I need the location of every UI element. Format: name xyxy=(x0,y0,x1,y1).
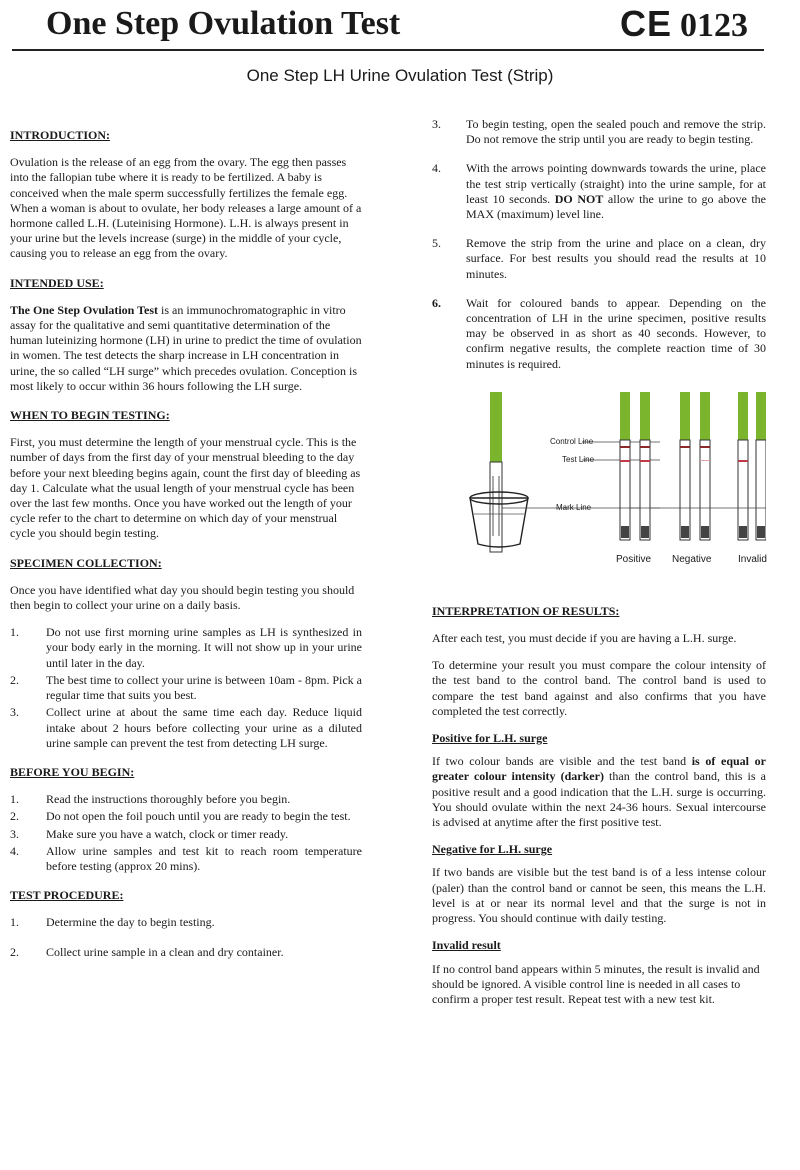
item-text: Determine the day to begin testing. xyxy=(46,915,215,930)
item-number: 3. xyxy=(10,826,19,841)
introduction-heading: INTRODUCTION: xyxy=(10,128,111,142)
list-item xyxy=(432,161,766,222)
strip-handle-green xyxy=(490,392,502,462)
item-emphasis: DO NOT xyxy=(554,191,604,206)
item-number: 6. xyxy=(432,295,441,310)
strip-body xyxy=(490,462,502,552)
positive-text-a: If two colour bands are visible and the test band xyxy=(432,754,692,769)
invalid-heading: Invalid result xyxy=(432,938,501,953)
document-title: One Step Ovulation Test xyxy=(46,5,401,42)
document-subtitle: One Step LH Urine Ovulation Test (Strip) xyxy=(246,66,554,85)
header-rule xyxy=(12,49,764,51)
item-text: The best time to collect your urine is between 10am - 8pm. Pick a regular time that suits you best. xyxy=(46,672,362,703)
list-item xyxy=(10,844,362,874)
item-number: 1. xyxy=(10,792,19,807)
test-line-label: Test Line xyxy=(562,454,595,464)
item-number: 1. xyxy=(10,915,19,930)
specimen-collection-section xyxy=(10,556,362,751)
item-text: To begin testing, open the sealed pouch and remove the strip. Do not remove the strip until you are ready to begin testing. xyxy=(466,117,766,147)
invalid-label: Invalid xyxy=(738,553,767,565)
item-text: Remove the strip from the urine and place on a clean, dry surface. For best results you should read the results at 10 minutes. xyxy=(466,236,766,281)
item-number: 5. xyxy=(432,236,441,251)
item-number: 3. xyxy=(10,705,19,720)
test-strip-diagram xyxy=(432,386,766,586)
procedure-list-left xyxy=(10,915,362,959)
item-text: Do not open the foil pouch until you are ready to begin the test. xyxy=(46,809,351,824)
mark-line-label: Mark Line xyxy=(556,502,592,512)
interpretation-section xyxy=(432,604,766,1007)
interpretation-explanation: To determine your result you must compare the colour intensity of the test band to the control band. The control band is used to compare the test band against and also confirms that you have completed the test correctly. xyxy=(432,658,766,718)
ce-mark: CE xyxy=(620,3,673,44)
page-header xyxy=(0,0,800,50)
item-number: 2. xyxy=(10,672,19,687)
interpretation-heading: INTERPRETATION OF RESULTS: xyxy=(432,603,620,618)
item-number: 2. xyxy=(10,944,19,959)
when-to-begin-text: First, you must determine the length of your menstrual cycle. This is the number of days from the first day of your menstrual bleeding to the day before your next bleeding begins again, count the first day of bleeding as day 1. Calculate what the usual length of your menstrual cycle has been over the last few months. Once you have worked out the length of your cycle refer to the chart to determine on which day of your menstrual cycle you should begin testing. xyxy=(10,435,361,541)
item-text: With the arrows pointing downwards towards the urine, place the test strip vertically (straight) into the urine sample, for at least 10 seconds. xyxy=(466,161,766,206)
ce-number: 0123 xyxy=(680,7,748,44)
left-column xyxy=(10,128,362,974)
list-item xyxy=(10,625,362,671)
item-text: Collect urine sample in a clean and dry container. xyxy=(46,944,284,959)
before-you-begin-heading: BEFORE YOU BEGIN: xyxy=(10,764,135,779)
strip-illustration xyxy=(432,386,766,586)
intended-use-lead: The One Step Ovulation Test xyxy=(10,302,159,317)
before-you-begin-section xyxy=(10,765,362,874)
right-column xyxy=(432,117,766,1019)
invalid-text: If no control band appears within 5 minutes, the result is invalid and should be ignored. A visible control line is needed in all cases to confirm a proper test result. Repeat test with a new test kit. xyxy=(432,961,760,1006)
intended-use-section xyxy=(10,276,362,394)
specimen-collection-heading: SPECIMEN COLLECTION: xyxy=(10,555,162,570)
item-text: Read the instructions thoroughly before you begin. xyxy=(46,792,291,807)
list-item xyxy=(10,705,362,751)
item-text: Wait for coloured bands to appear. Depending on the concentration of LH in the urine specimen, positive results may be observed in as short as 40 seconds. However, to confirm negative results, the complete reaction time of 30 minutes is required. xyxy=(466,295,766,371)
positive-heading: Positive for L.H. surge xyxy=(432,731,548,746)
interpretation-intro: After each test, you must decide if you are having a L.H. surge. xyxy=(432,631,737,646)
positive-text xyxy=(432,754,766,830)
negative-text: If two bands are visible but the test band is of a less intense colour (paler) than the control band or cannot be seen, this means the L.H. level is at or near its normal level and that the surge is not in progress. You should continue with daily testing. xyxy=(432,865,766,926)
list-item xyxy=(10,945,362,960)
negative-label: Negative xyxy=(672,553,712,565)
invalid-strips xyxy=(738,392,766,540)
negative-heading: Negative for L.H. surge xyxy=(432,842,553,857)
positive-emphasis: is of equal or greater colour intensity (darker) xyxy=(432,754,766,784)
specimen-collection-intro: Once you have identified what day you should begin testing you should then begin to collect your urine on a daily basis. xyxy=(10,582,355,613)
procedure-list-right xyxy=(432,117,766,372)
positive-label: Positive xyxy=(616,553,652,565)
item-number: 1. xyxy=(10,625,19,640)
introduction-section xyxy=(10,128,362,262)
item-number: 2. xyxy=(10,809,19,824)
list-item xyxy=(10,792,362,807)
list-item xyxy=(10,673,362,703)
positive-strips xyxy=(620,392,650,540)
item-text: Do not use first morning urine samples as LH is synthesized in your body early in the morning. It will not show up in your urine until later in the day. xyxy=(46,625,362,670)
item-text: Allow urine samples and test kit to reach room temperature before testing (approx 20 mins). xyxy=(46,843,362,873)
when-to-begin-heading: WHEN TO BEGIN TESTING: xyxy=(10,408,170,423)
introduction-text: Ovulation is the release of an egg from the ovary. The egg then passes into the fallopian tube where it is ready to be fertilized. A baby is conceived when the male sperm successfully fertilizes the female egg. When a woman is about to ovulate, her body releases a large amount of a hormone called L.H. (Luteinising Hormone). L.H. is always present in your urine but the levels increase (surge) in the middle of your cycle, causing you to release an egg from the ovary. xyxy=(10,155,362,261)
positive-text-b: than the control band, this is a positive result and a good indication that the L.H. surge is occurring. You should ovulate within the next 24-36 hours. Sexual intercourse is advised at anytime after the first positive test. xyxy=(432,769,766,830)
item-text: allow the urine to go above the MAX (maximum) level line. xyxy=(466,191,767,222)
before-list xyxy=(10,792,362,874)
list-item xyxy=(432,117,766,147)
item-number: 4. xyxy=(10,843,19,858)
specimen-list xyxy=(10,625,362,751)
negative-strips xyxy=(680,392,710,540)
test-procedure-section xyxy=(10,888,362,960)
item-number: 3. xyxy=(432,117,441,131)
test-procedure-heading: TEST PROCEDURE: xyxy=(10,888,124,903)
when-to-begin-section xyxy=(10,408,362,542)
intended-use-text xyxy=(10,303,362,394)
item-text: Make sure you have a watch, clock or timer ready. xyxy=(46,826,289,841)
list-item xyxy=(10,915,362,930)
list-item xyxy=(432,296,766,372)
intended-use-heading: INTENDED USE: xyxy=(10,275,104,290)
intended-use-body: is an immunochromatographic in vitro assay for the qualitative and semi quantitative determination of the human luteinizing hormone (LH) in urine to predict the time of ovulation in women. The test detects the sharp increase in LH concentration in urine, the so called “LH surge” which precedes ovulation. Conception is most likely to occur within 36 hours following the LH surge. xyxy=(10,302,362,393)
item-text: Collect urine at about the same time each day. Reduce liquid intake about 2 hours before collecting your urine as a diluted urine sample can prevent the test from detecting LH surge. xyxy=(46,705,362,750)
item-number: 4. xyxy=(432,161,441,176)
list-item xyxy=(10,809,362,824)
control-line-label: Control Line xyxy=(550,436,594,446)
list-item xyxy=(10,827,362,842)
list-item xyxy=(432,236,766,282)
